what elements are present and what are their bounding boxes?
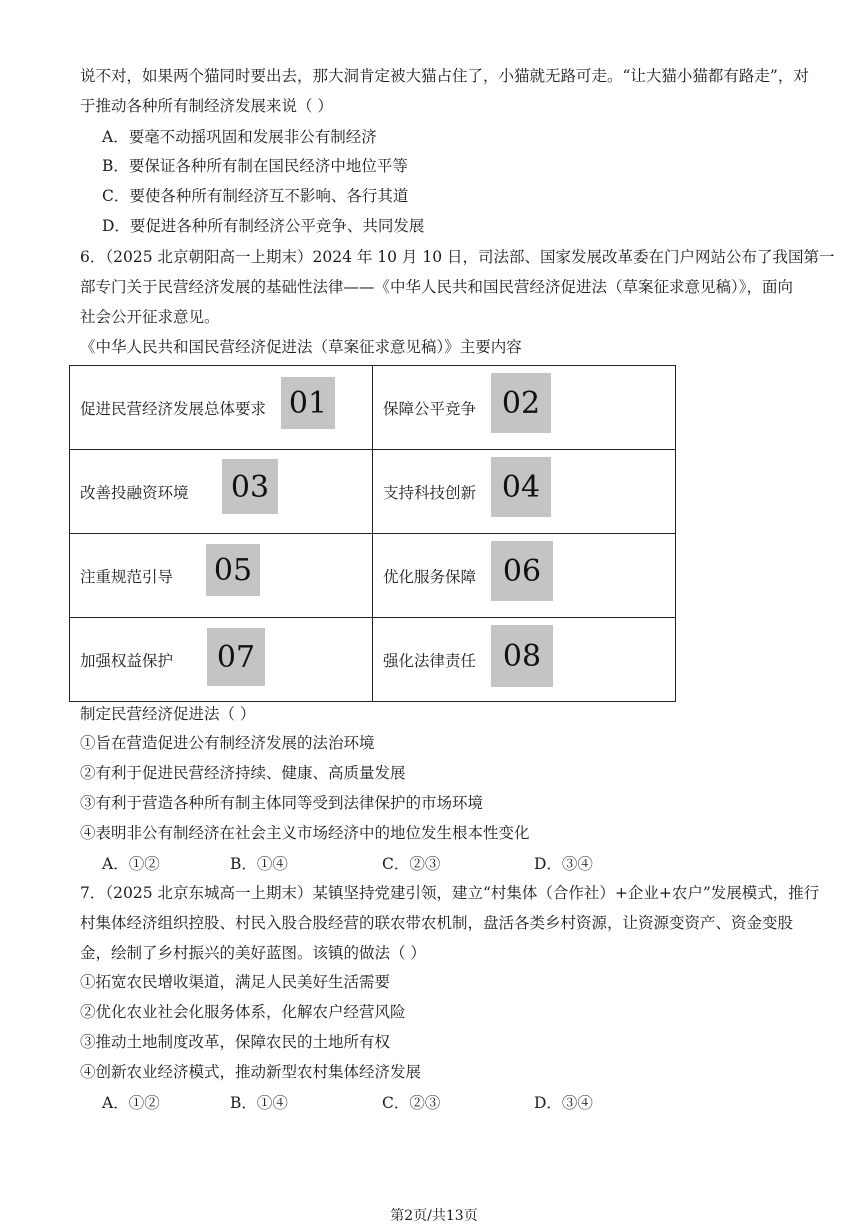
number-badge: 05 bbox=[206, 544, 260, 596]
table-cell-label: 保障公平竞争 bbox=[383, 399, 477, 418]
q6-choice-d: D．③④ bbox=[534, 855, 593, 873]
q5-text-line1: 说不对，如果两个猫同时要出去，那大洞肯定被大猫占住了，小猫就无路可走。“让大猫小猫都有路走”，对 bbox=[80, 67, 809, 85]
q7-item-3: ③推动土地制度改革，保障农民的土地所有权 bbox=[80, 1033, 391, 1051]
page-footer: 第2页/共13页 bbox=[390, 1208, 478, 1224]
q6-stem: 制定民营经济促进法（ ） bbox=[80, 705, 256, 723]
q7-item-1: ①拓宽农民增收渠道，满足人民美好生活需要 bbox=[80, 973, 391, 991]
table-cell-label: 改善投融资环境 bbox=[80, 483, 189, 502]
table-cell-label: 加强权益保护 bbox=[80, 651, 174, 670]
q6-text-line3: 社会公开征求意见。 bbox=[80, 308, 220, 326]
q7-item-2: ②优化农业社会化服务体系，化解农户经营风险 bbox=[80, 1003, 406, 1021]
q7-text-line1: 7．（2025 北京东城高一上期末）某镇坚持党建引领，建立“村集体（合作社）+企业+农户”发展模式，推行 bbox=[80, 884, 820, 902]
q7-choice-a: A．①② bbox=[102, 1094, 160, 1112]
q6-item-4: ④表明非公有制经济在社会主义市场经济中的地位发生根本性变化 bbox=[80, 824, 530, 842]
table-cell-label: 强化法律责任 bbox=[383, 651, 477, 670]
table-cell bbox=[373, 534, 676, 618]
table-cell-label: 注重规范引导 bbox=[80, 567, 174, 586]
q7-text-line3: 金，绘制了乡村振兴的美好蓝图。该镇的做法（ ） bbox=[80, 944, 426, 962]
q6-item-1: ①旨在营造促进公有制经济发展的法治环境 bbox=[80, 734, 375, 752]
q5-option-a: A．要毫不动摇巩固和发展非公有制经济 bbox=[102, 128, 377, 146]
q6-choice-b: B．①④ bbox=[230, 855, 288, 873]
number-badge: 06 bbox=[491, 541, 553, 601]
q7-item-4: ④创新农业经济模式，推动新型农村集体经济发展 bbox=[80, 1063, 422, 1081]
q6-choice-a: A．①② bbox=[102, 855, 160, 873]
table-cell bbox=[373, 618, 676, 702]
q6-item-3: ③有利于营造各种所有制主体同等受到法律保护的市场环境 bbox=[80, 794, 484, 812]
q5-option-c: C．要使各种所有制经济互不影响、各行其道 bbox=[102, 187, 409, 205]
number-badge: 04 bbox=[491, 457, 551, 517]
q6-text-line1: 6．（2025 北京朝阳高一上期末）2024 年 10 月 10 日，司法部、国家发展改革委在门户网站公布了我国第一 bbox=[80, 248, 835, 266]
number-badge: 01 bbox=[281, 377, 335, 429]
q7-text-line2: 村集体经济组织控股、村民入股合股经营的联农带农机制，盘活各类乡村资源，让资源变资产、资金变股 bbox=[80, 914, 794, 932]
table-cell bbox=[70, 366, 373, 450]
table-cell bbox=[70, 534, 373, 618]
q7-choice-d: D．③④ bbox=[534, 1094, 593, 1112]
q6-choice-c: C．②③ bbox=[382, 855, 441, 873]
q6-text-line2: 部专门关于民营经济发展的基础性法律——《中华人民共和国民营经济促进法（草案征求意见稿）》，面向 bbox=[80, 278, 794, 296]
table-cell bbox=[373, 450, 676, 534]
q5-text-line2: 于推动各种所有制经济发展来说（ ） bbox=[80, 97, 333, 115]
q6-item-2: ②有利于促进民营经济持续、健康、高质量发展 bbox=[80, 764, 406, 782]
table-cell-label: 促进民营经济发展总体要求 bbox=[80, 399, 267, 418]
q5-option-d: D．要促进各种所有制经济公平竞争、共同发展 bbox=[102, 217, 425, 235]
number-badge: 07 bbox=[207, 628, 265, 686]
table-cell bbox=[373, 366, 676, 450]
table-cell bbox=[70, 618, 373, 702]
number-badge: 08 bbox=[491, 625, 553, 687]
number-badge: 03 bbox=[222, 459, 278, 514]
q7-choice-c: C．②③ bbox=[382, 1094, 441, 1112]
law-contents-table bbox=[69, 365, 676, 702]
table-cell bbox=[70, 450, 373, 534]
table-cell-label: 支持科技创新 bbox=[383, 483, 477, 502]
q7-choice-b: B．①④ bbox=[230, 1094, 288, 1112]
number-badge: 02 bbox=[491, 373, 551, 433]
q6-table-title: 《中华人民共和国民营经济促进法（草案征求意见稿）》主要内容 bbox=[80, 338, 522, 356]
q5-option-b: B．要保证各种所有制在国民经济中地位平等 bbox=[102, 157, 408, 175]
table-cell-label: 优化服务保障 bbox=[383, 567, 477, 586]
